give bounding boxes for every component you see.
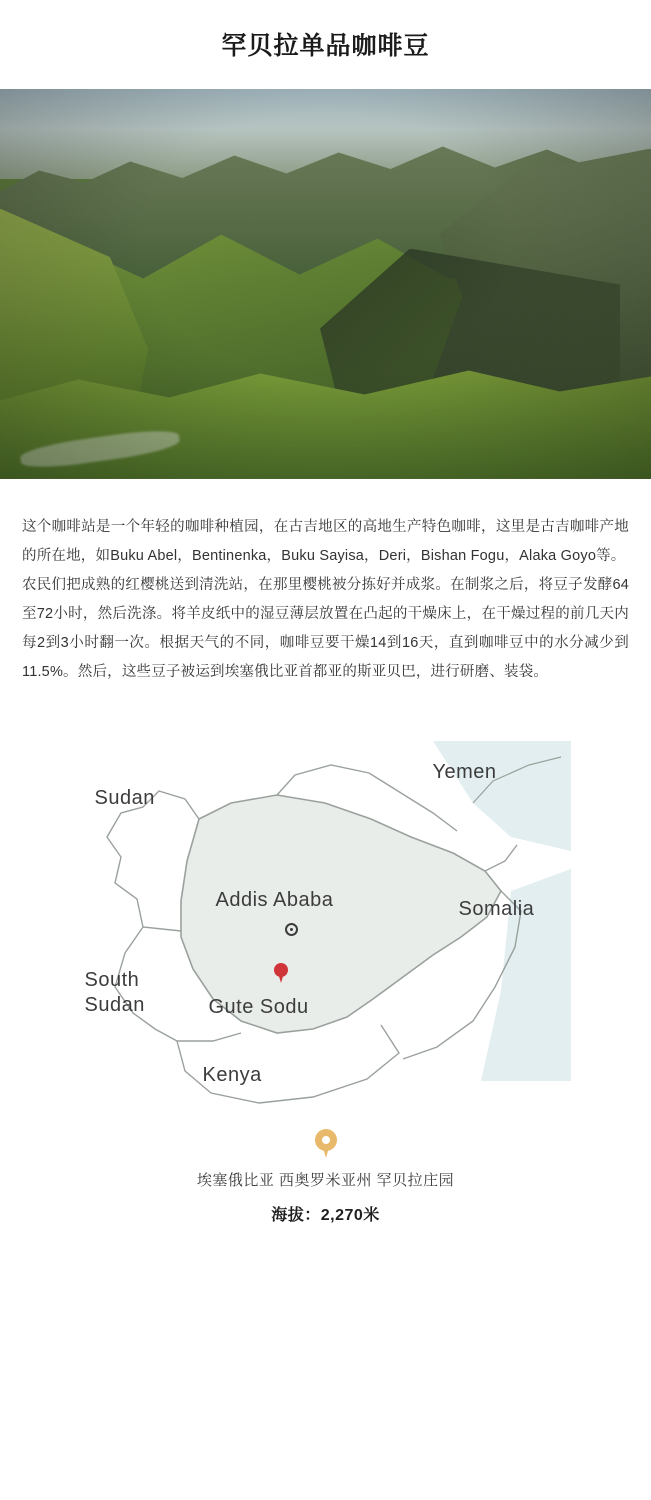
map-pin-icon	[315, 1129, 337, 1159]
map-label-south-sudan	[85, 968, 145, 1018]
map-label-sudan: Sudan	[94, 786, 155, 809]
farm-pin-icon	[274, 963, 288, 983]
hero-landscape-image	[0, 89, 651, 479]
map-label-yemen: Yemen	[432, 760, 497, 783]
map-label-kenya: Kenya	[202, 1063, 262, 1086]
map-label-south-sudan-line2: Sudan	[84, 993, 145, 1016]
map-border-djibouti	[485, 845, 517, 871]
map-label-south-sudan-line1: South	[84, 968, 140, 991]
hero-vignette	[0, 89, 651, 479]
origin-block	[0, 1111, 651, 1285]
map-label-gute-sodu: Gute Sodu	[208, 995, 309, 1018]
description-block	[0, 479, 651, 711]
map-label-addis-ababa: Addis Ababa	[215, 888, 334, 911]
ethiopia-map	[81, 741, 571, 1111]
description-paragraph-1: 这个咖啡站是一个年轻的咖啡种植园，在古吉地区的高地生产特色咖啡，这里是古吉咖啡产地的所在地，如Buku Abel，Bentinenka，Buku Sayisa，Deri，Bishan Fogu，Alaka Goyo等。	[22, 518, 629, 564]
map-water-red-sea	[433, 741, 571, 851]
description-paragraph-2: 农民们把成熟的红樱桃送到清洗站，在那里樱桃被分拣好并成浆。在制浆之后，将豆子发酵64至72小时，然后洗涤。将羊皮纸中的湿豆薄层放置在凸起的干燥床上，在干燥过程的前几天内每2到3小时翻一次。根据天气的不同，咖啡豆要干燥14到16天，直到咖啡豆中的水分减少到11.5%。然后，这些豆子被运到埃塞俄比亚首都亚的斯亚贝巴，进行研磨、装袋。	[22, 576, 629, 680]
map-label-somalia: Somalia	[458, 897, 535, 920]
page-title: 罕贝拉单品咖啡豆	[221, 32, 430, 60]
title-block	[0, 0, 651, 89]
origin-text: 埃塞俄比亚 西奥罗米亚州 罕贝拉庄园	[196, 1171, 455, 1189]
altitude-text: 海拔：2,270米	[271, 1206, 380, 1224]
map-block	[0, 711, 651, 1111]
capital-marker-icon	[285, 923, 298, 936]
